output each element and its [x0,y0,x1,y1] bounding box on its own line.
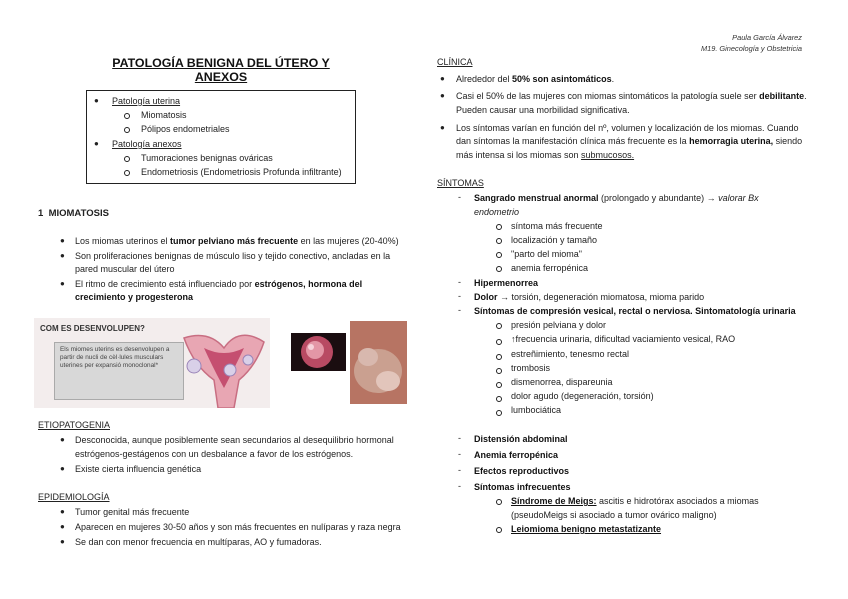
circle-bullet-icon [124,127,130,133]
subitem: ↑frecuencia urinaria, dificultad vaciamiento vesical, RAO [511,334,736,344]
circle-bullet-icon [496,368,502,374]
circle-bullet-icon [124,113,130,119]
up-arrow-icon: ↑ [511,334,516,344]
miomatosis-bullet: Son proliferaciones benignas de músculo liso y tejido conectivo, ancladas en la [75,251,391,261]
uterus-illustration [34,318,270,408]
clinica-bullet: Casi el 50% de las mujeres con miomas sintomáticos la patología suele ser debilitante. [456,91,807,101]
bullet-icon: ● [60,507,65,516]
circle-bullet-icon [496,410,502,416]
sintomas-heading: SÍNTOMAS [437,178,484,188]
subitem-cont: (pseudoMeigs si asociado a tumor ovárico maligno) [511,510,717,520]
epidemiologia-item: Se dan con menor frecuencia en multíparas, AO y fumadoras. [75,537,322,547]
circle-bullet-icon [496,499,502,505]
sintoma-item: Anemia ferropénica [474,450,559,460]
hysteroscopy-illustration [291,333,346,371]
dash-icon: - [458,449,461,459]
subitem: estreñimiento, tenesmo rectal [511,349,630,359]
toc-uterina: Patología uterina [112,96,181,106]
sintoma-item: Efectos reproductivos [474,466,570,476]
course-name: M19. Ginecología y Obstetricia [700,44,802,53]
sintoma-item: Distensión abdominal [474,434,568,444]
circle-bullet-icon [496,224,502,230]
epidemiologia-item: Tumor genital más frecuente [75,507,190,517]
etiopatogenia-bullet-cont: estrógenos-gestágenos con un desbalance a favor de los estrógenos. [75,449,354,459]
clinica-bullet-cont: Pueden causar una morbilidad significativa. [456,105,630,115]
subitem: dismenorrea, dispareunia [511,377,613,387]
subitem: anemia ferropénica [511,263,589,273]
circle-bullet-icon [496,354,502,360]
clinica-bullet-cont: dan síntomas la manifestación clínica más frecuente es la hemorragia uterina, siendo [456,136,803,146]
circle-bullet-icon [496,266,502,272]
bullet-icon: ● [440,74,445,83]
clinica-bullet: Alrededor del 50% son asintomáticos. [456,74,615,84]
section-heading: 1 MIOMATOSIS [38,208,109,219]
subitem: Leiomioma benigno metastatizante [511,524,662,534]
subitem: síntoma más frecuente [511,221,603,231]
toc-item: Tumoraciones benignas ováricas [141,153,273,163]
subitem: dolor agudo (degeneración, torsión) [511,391,654,401]
sintoma-item-cont: endometrio [474,207,520,217]
specimen-illustration [350,321,407,404]
dash-icon: - [458,481,461,491]
circle-bullet-icon [496,339,502,345]
epidemiologia-item: Aparecen en mujeres 30-50 años y son más frecuentes en nulíparas y raza negra [75,522,401,532]
bullet-icon: ● [60,236,65,245]
clinica-bullet: Los síntomas varían en función del nº, volumen y localización de los miomas. Cuando [456,123,799,133]
sintoma-item: Síntomas infrecuentes [474,482,571,492]
sintoma-item: Dolor → torsión, degeneración miomatosa, mioma parido [474,292,705,302]
bullet-icon: ● [440,123,445,132]
dash-icon: - [458,277,461,287]
author-block [701,32,802,54]
sintoma-item: Sangrado menstrual anormal (prolongado y abundante) → valorar Bx [474,193,759,203]
author-name: Paula García Álvarez [732,33,802,42]
dash-icon: - [458,291,461,301]
bullet-icon: ● [440,91,445,100]
dash-icon: - [458,433,461,443]
subitem: "parto del mioma" [511,249,582,259]
figure-note: Els miomes uterins es desenvolupen a partir de nucli de cèl·lules musculars uterines per expansió monoclonal* [54,342,184,400]
subitem: Síndrome de Meigs: ascitis e hidrotórax asociados a miomas [511,496,759,506]
circle-bullet-icon [496,252,502,258]
toc-item: Miomatosis [141,110,187,120]
bullet-icon: ● [94,139,99,148]
miomatosis-bullet: Los miomas uterinos el tumor pelviano más frecuente en las mujeres (20-40%) [75,236,399,246]
dash-icon: - [458,192,461,202]
circle-bullet-icon [124,156,130,162]
bullet-icon: ● [94,96,99,105]
bullet-icon: ● [60,537,65,546]
bullet-icon: ● [60,435,65,444]
subitem: trombosis [511,363,551,373]
sintoma-item: Hipermenorrea [474,278,539,288]
circle-bullet-icon [496,527,502,533]
miomatosis-bullet-cont: pared muscular del útero [75,264,175,274]
circle-bullet-icon [496,396,502,402]
bullet-icon: ● [60,464,65,473]
miomatosis-bullet-cont: crecimiento y progesterona [75,292,194,302]
toc-item: Pólipos endometriales [141,124,230,134]
clinica-bullet-cont: más intensa si los miomas son submucosos. [456,150,635,160]
clinica-heading: CLÍNICA [437,57,473,67]
dash-icon: - [458,465,461,475]
etiopatogenia-bullet: Existe cierta influencia genética [75,464,202,474]
uterus-figure [34,318,270,408]
epidemiologia-heading: EPIDEMIOLOGÍA [38,492,110,502]
etiopatogenia-bullet: Desconocida, aunque posiblemente sean secundarios al desequilibrio hormonal [75,435,394,445]
sintoma-item: Síntomas de compresión vesical, rectal o nerviosa. Sintomatología urinaria [474,306,796,316]
etiopatogenia-heading: ETIOPATOGENIA [38,420,111,430]
circle-bullet-icon [496,238,502,244]
surgical-specimen-image [350,321,407,404]
bullet-icon: ● [60,251,65,260]
page-title: PATOLOGÍA BENIGNA DEL ÚTERO Y ANEXOS [112,56,330,84]
circle-bullet-icon [124,170,130,176]
figure-caption: COM ES DESENVOLUPEN? [40,324,145,333]
dash-icon: - [458,305,461,315]
circle-bullet-icon [496,323,502,329]
subitem: presión pelviana y dolor [511,320,607,330]
hysteroscopy-image [291,333,346,371]
bullet-icon: ● [60,279,65,288]
circle-bullet-icon [496,382,502,388]
toc-item: Endometriosis (Endometriosis Profunda infiltrante) [141,167,342,177]
toc-anexos: Patología anexos [112,139,182,149]
subitem: lumbociática [511,405,562,415]
subitem: localización y tamaño [511,235,598,245]
bullet-icon: ● [60,522,65,531]
miomatosis-bullet: El ritmo de crecimiento está influenciado por estrógenos, hormona del [75,279,363,289]
